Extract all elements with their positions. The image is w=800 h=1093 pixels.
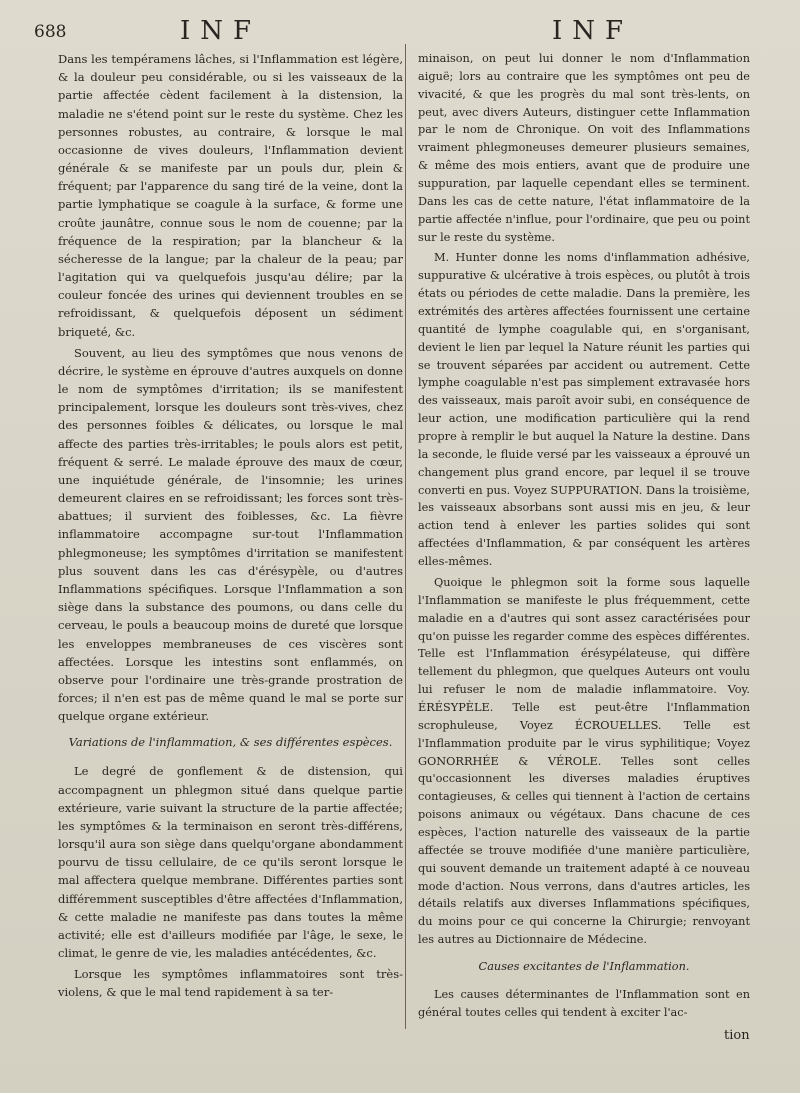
left-column <box>58 50 403 1005</box>
paragraph: Lorsque les symptômes inflammatoires sont très-violens, & que le mal tend rapidement à sa ter- <box>58 967 403 1000</box>
running-title-right: INF <box>552 16 634 46</box>
paragraph: Le degré de gonflement & de distension, qui accompagnent un phlegmon situé dans quelque partie extérieure, varie suivant la structure de la partie affectée; les symptômes & la terminaison en seront très-différens, lorsqu'il aura son siège dans quelqu'organe abondamment pourvu de tissu cellulaire, de ce qu'ils seront lorsque le mal affectera quelque membrane. Différentes parties sont différemment susceptibles d'être affectées d'Inflammation, & cette maladie ne manifeste pas dans toutes la même activité; elle est d'ailleurs modifiée par l'âge, le sexe, le climat, le genre de vie, les maladies antécédentes, &c. <box>58 764 403 961</box>
right-column <box>418 50 750 1025</box>
paragraph: minaison, on peut lui donner le nom d'Inflammation aiguë; lors au contraire que les symptômes ont peu de vivacité, & que les progrès du mal sont très-lents, on peut, avec divers Auteurs, distinguer cette Inflammation par le nom de Chronique. On voit des Inflammations vraiment phlegmoneuses demeurer plusieurs semaines, & même des mois entiers, avant que de produire une suppuration, par laquelle cependant elles se terminent. Dans les cas de cette nature, l'état inflammatoire de la partie affectée n'influe, pour l'ordinaire, que peu ou point sur le reste du système. <box>418 52 750 244</box>
column-divider <box>405 44 406 1029</box>
paragraph: Dans les tempéramens lâches, si l'Inflammation est légère, & la douleur peu considérable, ou si les vaisseaux de la partie affectée cèdent facilement à la distension, la maladie ne s'étend point sur le reste du système. Chez les personnes robustes, au contraire, & lorsque le mal occasionne de vives douleurs, l'Inflammation devient générale & se manifeste par un pouls dur, plein & fréquent; par l'apparence du sang tiré de la veine, dont la partie lymphatique se coagule à la surface, & forme une croûte jaunâtre, connue sous le nom de couenne; par la fréquence de la respiration; par la blancheur & la sécheresse de la langue; par la chaleur de la peau; par l'agitation qui va quelquefois jusqu'au délire; par la couleur foncée des urines qui deviennent troubles en se refroidissant, & quelquefois déposent un sédiment briqueté, &c. <box>58 52 403 339</box>
page-number: 688 <box>34 22 67 42</box>
paragraph: Quoique le phlegmon soit la forme sous laquelle l'Inflammation se manifeste le plus fréquemment, cette maladie en a d'autres qui sont assez caractérisées pour qu'on puisse les regarder comme des espèces différentes. Telle est l'Inflammation érésypélateuse, qui diffère tellement du phlegmon, que quelques Auteurs ont voulu lui refuser le nom de maladie inflammatoire. Voy. ÉRÉSYPÈLE. Telle est peut-être l'Inflammation scrophuleuse, Voyez ÉCROUELLES. Telle est l'Inflammation produite par le virus syphilitique; Voyez GONORRHÉE & VÉROLE. Telles sont celles qu'occasionnent les diverses maladies éruptives contagieuses, & celles qui tiennent à l'action de certains poisons animaux ou végétaux. Dans chacune de ces espèces, l'action naturelle des vaisseaux de la partie affectée se trouve modifiée d'une manière particulière, qui souvent demande un traitement adapté à ce nouveau mode d'action. Nous verrons, dans d'autres articles, les détails relatifs aux diverses Inflammations spécifiques, du moins pour ce qui concerne la Chirurgie; renvoyant les autres au Dictionnaire de Médecine. <box>418 575 750 947</box>
catchword: tion <box>724 1028 750 1043</box>
section-heading: Variations de l'inflammation, & ses différentes espèces. <box>68 735 393 750</box>
paragraph: Souvent, au lieu des symptômes que nous venons de décrire, le système en éprouve d'autres auxquels on donne le nom de symptômes d'irritation; ils se manifestent principalement, lorsque les douleurs sont très-vives, chez des personnes foibles & délicates, ou lorsque le mal affecte des parties très-irritables; le pouls alors est petit, fréquent & serré. Le malade éprouve des maux de cœur, une inquiétude générale, de l'insomnie; les urines demeurent claires en se refroidissant; les forces sont très-abattues; il survient des foiblesses, &c. La fièvre inflammatoire accompagne sur-tout l'Inflammation phlegmoneuse; les symptômes d'irritation se manifestent plus souvent dans les cas d'érésypèle, ou d'autres Inflammations spécifiques. Lorsque l'Inflammation a son siège dans la substance des poumons, ou dans celle du cerveau, le pouls a beaucoup moins de dureté que lorsque les enveloppes membraneuses de ces viscères sont affectées. Lorsque les intestins sont enflammés, on observe pour l'ordinaire une très-grande prostration de forces; il n'en est pas de même quand le mal se porte sur quelque organe extérieur. <box>58 345 403 724</box>
running-title-left: INF <box>180 16 262 46</box>
paragraph: Les causes déterminantes de l'Inflammation sont en général toutes celles qui tendent à exciter l'ac- <box>418 987 750 1019</box>
section-heading: Causes excitantes de l'Inflammation. <box>478 959 690 973</box>
paragraph: M. Hunter donne les noms d'inflammation adhésive, suppurative & ulcérative à trois espèces, ou plutôt à trois états ou périodes de cette maladie. Dans la première, les extrémités des artères affectées fournissent une certaine quantité de lymphe coagulable qui, en s'organisant, devient le lien par lequel la Nature réunit les parties qui se trouvent séparées par accident ou autrement. Cette lymphe coagulable n'est pas simplement extravasée hors des vaisseaux, mais paroît avoir subi, en conséquence de leur action, une modification particulière qui la rend propre à remplir le but auquel la Nature la destine. Dans la seconde, le fluide versé par les vaisseaux a éprouvé un changement plus grand encore, par lequel il se trouve converti en pus. Voyez SUPPURATION. Dans la troisième, les vaisseaux absorbans sont aussi mis en jeu, & leur action tend à enlever les parties solides qui sont affectées d'Inflammation, & par conséquent les artères elles-mêmes. <box>418 251 750 569</box>
running-header <box>0 14 800 44</box>
